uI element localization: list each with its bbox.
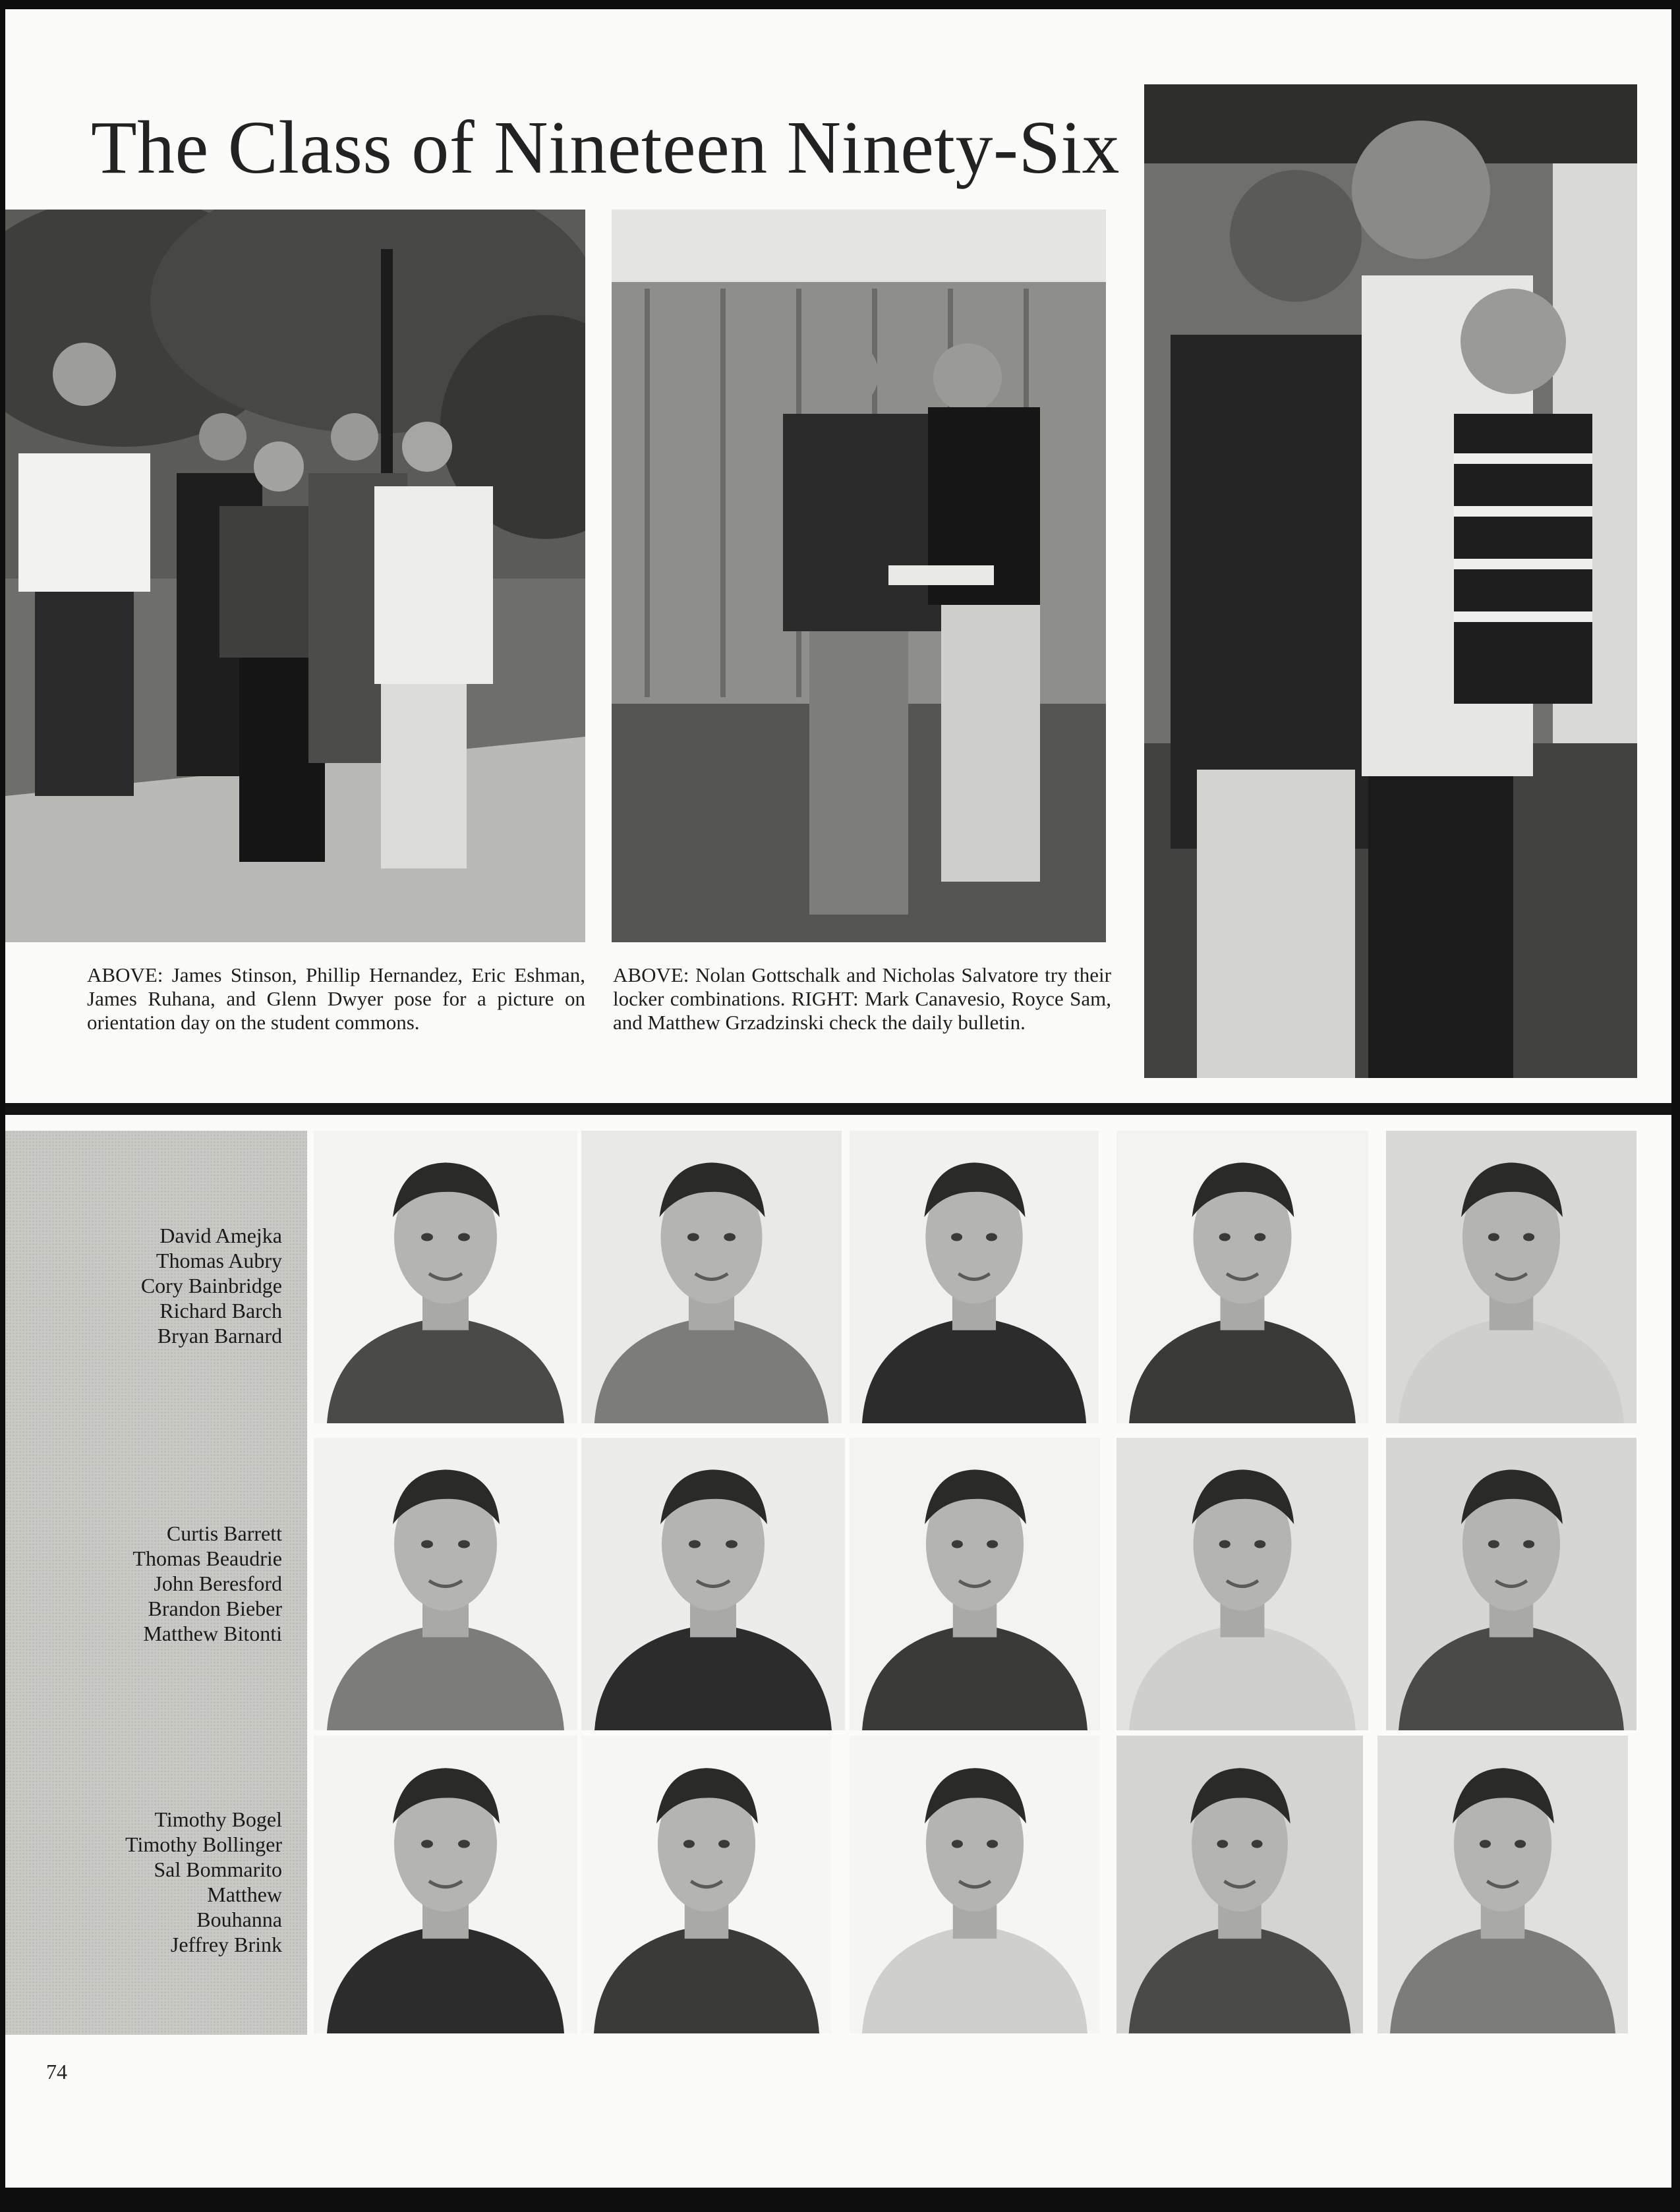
student-name: Matthew <box>207 1883 282 1906</box>
student-name: Thomas Beaudrie <box>132 1546 282 1570</box>
student-portrait <box>314 1438 577 1730</box>
student-name: John Beresford <box>154 1572 282 1595</box>
student-name: Thomas Aubry <box>156 1249 282 1272</box>
section-divider <box>5 1103 1671 1115</box>
student-name: Curtis Barrett <box>166 1521 282 1545</box>
student-portrait <box>1116 1438 1368 1730</box>
group-photo <box>5 210 585 942</box>
student-portrait <box>314 1131 577 1423</box>
student-portrait <box>581 1131 842 1423</box>
caption-middle: ABOVE: Nolan Gottschalk and Nicholas Salvatore try their locker combinations. RIGHT: Mark Canavesio, Royce Sam, and Matthew Grzadzinski check the daily bulletin. <box>613 963 1111 1034</box>
student-name: Bryan Barnard <box>157 1324 282 1347</box>
page-title: The Class of Nineteen Ninety-Six <box>91 105 1120 189</box>
student-name: Timothy Bollinger <box>125 1832 282 1856</box>
caption-left: ABOVE: James Stinson, Phillip Hernandez, Eric Eshman, James Ruhana, and Glenn Dwyer pose for a picture on orientation day on the student commons. <box>87 963 585 1034</box>
bulletin-photo <box>1144 84 1637 1078</box>
student-portrait <box>581 1438 845 1730</box>
student-portrait <box>850 1438 1100 1730</box>
student-portrait <box>1386 1131 1637 1423</box>
student-portrait <box>1377 1736 1628 2033</box>
student-name: Sal Bommarito <box>154 1858 282 1881</box>
student-name: Cory Bainbridge <box>140 1274 282 1297</box>
student-name: Timothy Bogel <box>154 1807 282 1831</box>
student-portrait <box>1386 1438 1637 1730</box>
student-name: Matthew Bitonti <box>143 1622 282 1645</box>
student-portrait <box>581 1736 832 2033</box>
student-name: David Amejka <box>159 1224 282 1247</box>
student-portrait <box>850 1131 1099 1423</box>
student-portrait <box>1116 1736 1363 2033</box>
student-portrait <box>1116 1131 1368 1423</box>
student-name: Richard Barch <box>159 1299 282 1322</box>
student-name: Jeffrey Brink <box>170 1933 282 1956</box>
locker-photo <box>612 210 1106 942</box>
name-list-row-1 <box>141 1223 282 1348</box>
student-portrait <box>850 1736 1100 2033</box>
student-name: Brandon Bieber <box>148 1597 282 1620</box>
name-list-row-2 <box>132 1521 282 1646</box>
page-number: 74 <box>46 2060 67 2084</box>
name-list-row-3 <box>125 1807 282 1957</box>
name-panel <box>5 1131 307 2035</box>
yearbook-page <box>5 9 1671 2188</box>
student-portrait <box>314 1736 577 2033</box>
student-name: Bouhanna <box>196 1908 282 1931</box>
